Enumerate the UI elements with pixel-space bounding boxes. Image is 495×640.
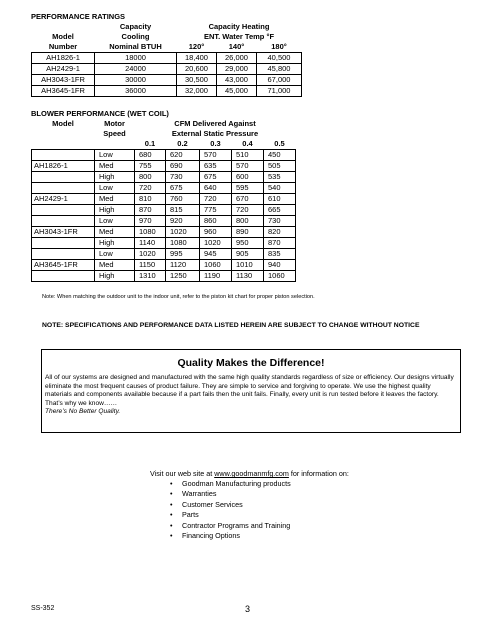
table-cell: 18000 [95, 53, 177, 64]
table-cell: 835 [264, 249, 296, 260]
table-cell: High [95, 205, 135, 216]
quality-box [41, 349, 461, 433]
table-row [32, 150, 296, 161]
table-row [32, 227, 296, 238]
header-cell: Motor [104, 119, 125, 128]
table-row [32, 64, 302, 75]
table-cell: 870 [135, 205, 166, 216]
header-cell: Model [52, 32, 74, 41]
list-item [170, 489, 291, 499]
header-cell: External Static Pressure [171, 129, 259, 138]
table-cell: 720 [232, 205, 264, 216]
header-cell: Nominal BTUH [109, 42, 162, 51]
table-cell: 1020 [200, 238, 232, 249]
table-cell: 595 [232, 183, 264, 194]
table-row [32, 172, 296, 183]
header-cell: 0.1 [144, 139, 156, 148]
table-cell: 920 [166, 216, 200, 227]
table-cell: 960 [200, 227, 232, 238]
header-cell: Capacity Heating [208, 22, 270, 31]
header-cell [95, 139, 135, 150]
table-cell: Med [95, 194, 135, 205]
table-cell: 45,000 [217, 86, 257, 97]
table-cell: Low [95, 150, 135, 161]
document-code: SS-352 [31, 605, 55, 612]
table-cell: 665 [264, 205, 296, 216]
quality-title: Quality Makes the Difference! [177, 357, 325, 369]
table-cell: AH1826-1 [32, 53, 95, 64]
header-cell: Speed [103, 129, 126, 138]
table-cell: 730 [264, 216, 296, 227]
visit-suffix: for information on: [288, 469, 349, 478]
table-cell: 800 [135, 172, 166, 183]
table-cell: High [95, 238, 135, 249]
table-cell: 970 [135, 216, 166, 227]
table-cell [32, 183, 95, 194]
table-cell: 30,500 [177, 75, 217, 86]
list-item [170, 521, 291, 531]
table-cell: 905 [232, 249, 264, 260]
table-cell: 775 [200, 205, 232, 216]
table-cell [32, 238, 95, 249]
table-row [32, 238, 296, 249]
table-cell: 890 [232, 227, 264, 238]
list-item [170, 479, 291, 489]
bullet-icon: • [170, 499, 173, 509]
table-cell: 1130 [232, 271, 264, 282]
table-cell: 1080 [135, 227, 166, 238]
table-cell: Low [95, 249, 135, 260]
table-cell: 32,000 [177, 86, 217, 97]
table-cell: 800 [232, 216, 264, 227]
table-cell [32, 249, 95, 260]
table-cell: 600 [232, 172, 264, 183]
bullet-icon: • [170, 489, 173, 499]
header-cell: 180° [271, 42, 287, 51]
table-row [32, 249, 296, 260]
table-cell: 570 [232, 161, 264, 172]
table-cell: 675 [200, 172, 232, 183]
table-cell: 950 [232, 238, 264, 249]
list-item-label: Warranties [182, 489, 217, 499]
table-cell: 36000 [95, 86, 177, 97]
quality-body [45, 374, 458, 417]
header-cell: Model [52, 119, 74, 128]
table-cell: 1120 [166, 260, 200, 271]
header-cell [32, 22, 95, 32]
table-cell: 610 [264, 194, 296, 205]
table-cell: 1080 [166, 238, 200, 249]
visit-line [150, 469, 349, 478]
visit-prefix: Visit our web site at [150, 469, 215, 478]
table-cell: AH3645-1FR [32, 260, 95, 271]
table-cell: 450 [264, 150, 296, 161]
website-link[interactable]: www.goodmanmfg.com [214, 469, 289, 478]
table-cell: Med [95, 161, 135, 172]
table-cell: 680 [135, 150, 166, 161]
table-row [32, 75, 302, 86]
table-cell: 620 [166, 150, 200, 161]
table-cell: 1190 [200, 271, 232, 282]
table-cell: 760 [166, 194, 200, 205]
table-cell: 43,000 [217, 75, 257, 86]
quality-tagline: There’s No Better Quality. [45, 408, 121, 416]
table-header-row [32, 22, 302, 32]
list-item [170, 531, 291, 541]
page-number: 3 [245, 604, 251, 614]
table-cell: 540 [264, 183, 296, 194]
table-header-row [32, 129, 296, 139]
bullet-icon: • [170, 479, 173, 488]
table-header-row [32, 119, 296, 129]
table-cell: AH1826-1 [32, 161, 95, 172]
table-cell: 20,600 [177, 64, 217, 75]
table-cell: 940 [264, 260, 296, 271]
piston-note: Note: When matching the outdoor unit to the indoor unit, refer to the piston kit chart for proper piston selection. [42, 294, 315, 300]
table-cell: 30000 [95, 75, 177, 86]
table-cell: AH2429-1 [32, 64, 95, 75]
table-header-row [32, 42, 302, 53]
table-cell: 820 [264, 227, 296, 238]
header-cell: ENT. Water Temp °F [203, 32, 275, 41]
table-row [32, 216, 296, 227]
table-cell: Med [95, 227, 135, 238]
table-cell: High [95, 172, 135, 183]
quality-text: All of our systems are designed and manufactured with the same high quality standards regardless of size or efficiency. Our designs virtually eliminate the most frequent causes of product failure. They are simple to service and forgiving to operate. We use the highest quality materials and components available because if a part fails then the unit fails. Finally, every unit is run tested before it leaves the factory. That’s why we know…… [45, 374, 454, 407]
table-cell: AH2429-1 [32, 194, 95, 205]
change-notice: NOTE: SPECIFICATIONS AND PERFORMANCE DATA LISTED HEREIN ARE SUBJECT TO CHANGE WITHOUT NOTICE [42, 322, 420, 329]
table-cell: 1020 [166, 227, 200, 238]
performance-ratings-table [31, 22, 302, 97]
table-cell: 810 [135, 194, 166, 205]
table-cell: 1250 [166, 271, 200, 282]
header-cell [32, 139, 95, 150]
table-cell: 67,000 [257, 75, 302, 86]
table-cell: Med [95, 260, 135, 271]
table-cell: AH3645-1FR [32, 86, 95, 97]
bullet-icon: • [170, 510, 173, 520]
table-cell: 1150 [135, 260, 166, 271]
header-cell: Number [48, 42, 78, 51]
table-cell: 26,000 [217, 53, 257, 64]
table-row [32, 86, 302, 97]
header-cell: CFM Delivered Against [174, 119, 256, 128]
table-cell: 570 [200, 150, 232, 161]
table-cell: 40,500 [257, 53, 302, 64]
table-cell: 815 [166, 205, 200, 216]
table-cell: 995 [166, 249, 200, 260]
blower-performance-title: BLOWER PERFORMANCE (WET COIL) [31, 109, 169, 118]
table-cell: 730 [166, 172, 200, 183]
table-cell: Low [95, 216, 135, 227]
header-cell: 140° [228, 42, 245, 51]
table-row [32, 161, 296, 172]
table-row [32, 260, 296, 271]
table-header-row [32, 32, 302, 42]
table-cell: High [95, 271, 135, 282]
header-cell: 0.4 [242, 139, 253, 148]
header-cell: 120° [188, 42, 205, 51]
blower-performance-table [31, 119, 296, 282]
table-cell [32, 271, 95, 282]
table-row [32, 183, 296, 194]
list-item-label: Goodman Manufacturing products [182, 479, 291, 488]
table-cell: 535 [264, 172, 296, 183]
table-cell: 860 [200, 216, 232, 227]
info-list [170, 479, 291, 541]
list-item [170, 510, 291, 520]
table-header-row [32, 139, 296, 150]
table-cell: 945 [200, 249, 232, 260]
table-cell: 870 [264, 238, 296, 249]
table-cell: AH3043-1FR [32, 75, 95, 86]
table-cell [32, 205, 95, 216]
table-cell: 1140 [135, 238, 166, 249]
table-row [32, 271, 296, 282]
table-cell: 640 [200, 183, 232, 194]
table-cell: 1010 [232, 260, 264, 271]
table-row [32, 194, 296, 205]
table-cell: 1060 [200, 260, 232, 271]
table-cell: Low [95, 183, 135, 194]
table-cell: 1060 [264, 271, 296, 282]
table-cell: 720 [200, 194, 232, 205]
table-cell: 670 [232, 194, 264, 205]
table-cell: 690 [166, 161, 200, 172]
list-item-label: Financing Options [182, 530, 240, 540]
header-cell: 0.2 [177, 139, 188, 148]
header-cell: 0.3 [210, 139, 221, 148]
table-cell: 635 [200, 161, 232, 172]
table-cell: 510 [232, 150, 264, 161]
list-item-label: Contractor Programs and Training [182, 520, 291, 530]
bullet-icon: • [170, 520, 173, 530]
table-cell [32, 150, 95, 161]
header-cell: Capacity [119, 22, 152, 31]
bullet-icon: • [170, 530, 173, 540]
table-row [32, 205, 296, 216]
table-cell: 45,800 [257, 64, 302, 75]
table-cell: AH3043-1FR [32, 227, 95, 238]
table-cell: 505 [264, 161, 296, 172]
table-cell: 71,000 [257, 86, 302, 97]
table-cell: 1310 [135, 271, 166, 282]
table-cell [32, 172, 95, 183]
table-cell: 1020 [135, 249, 166, 260]
table-row [32, 53, 302, 64]
performance-ratings-title: PERFORMANCE RATINGS [31, 12, 126, 21]
table-cell: 755 [135, 161, 166, 172]
header-cell [32, 129, 95, 139]
list-item-label: Customer Services [182, 499, 243, 509]
header-cell: 0.5 [274, 139, 285, 148]
list-item [170, 500, 291, 510]
table-cell: 29,000 [217, 64, 257, 75]
list-item-label: Parts [182, 510, 199, 520]
table-cell: 720 [135, 183, 166, 194]
table-cell: 18,400 [177, 53, 217, 64]
table-cell: 675 [166, 183, 200, 194]
table-cell [32, 216, 95, 227]
table-cell: 24000 [95, 64, 177, 75]
header-cell: Cooling [121, 32, 150, 41]
